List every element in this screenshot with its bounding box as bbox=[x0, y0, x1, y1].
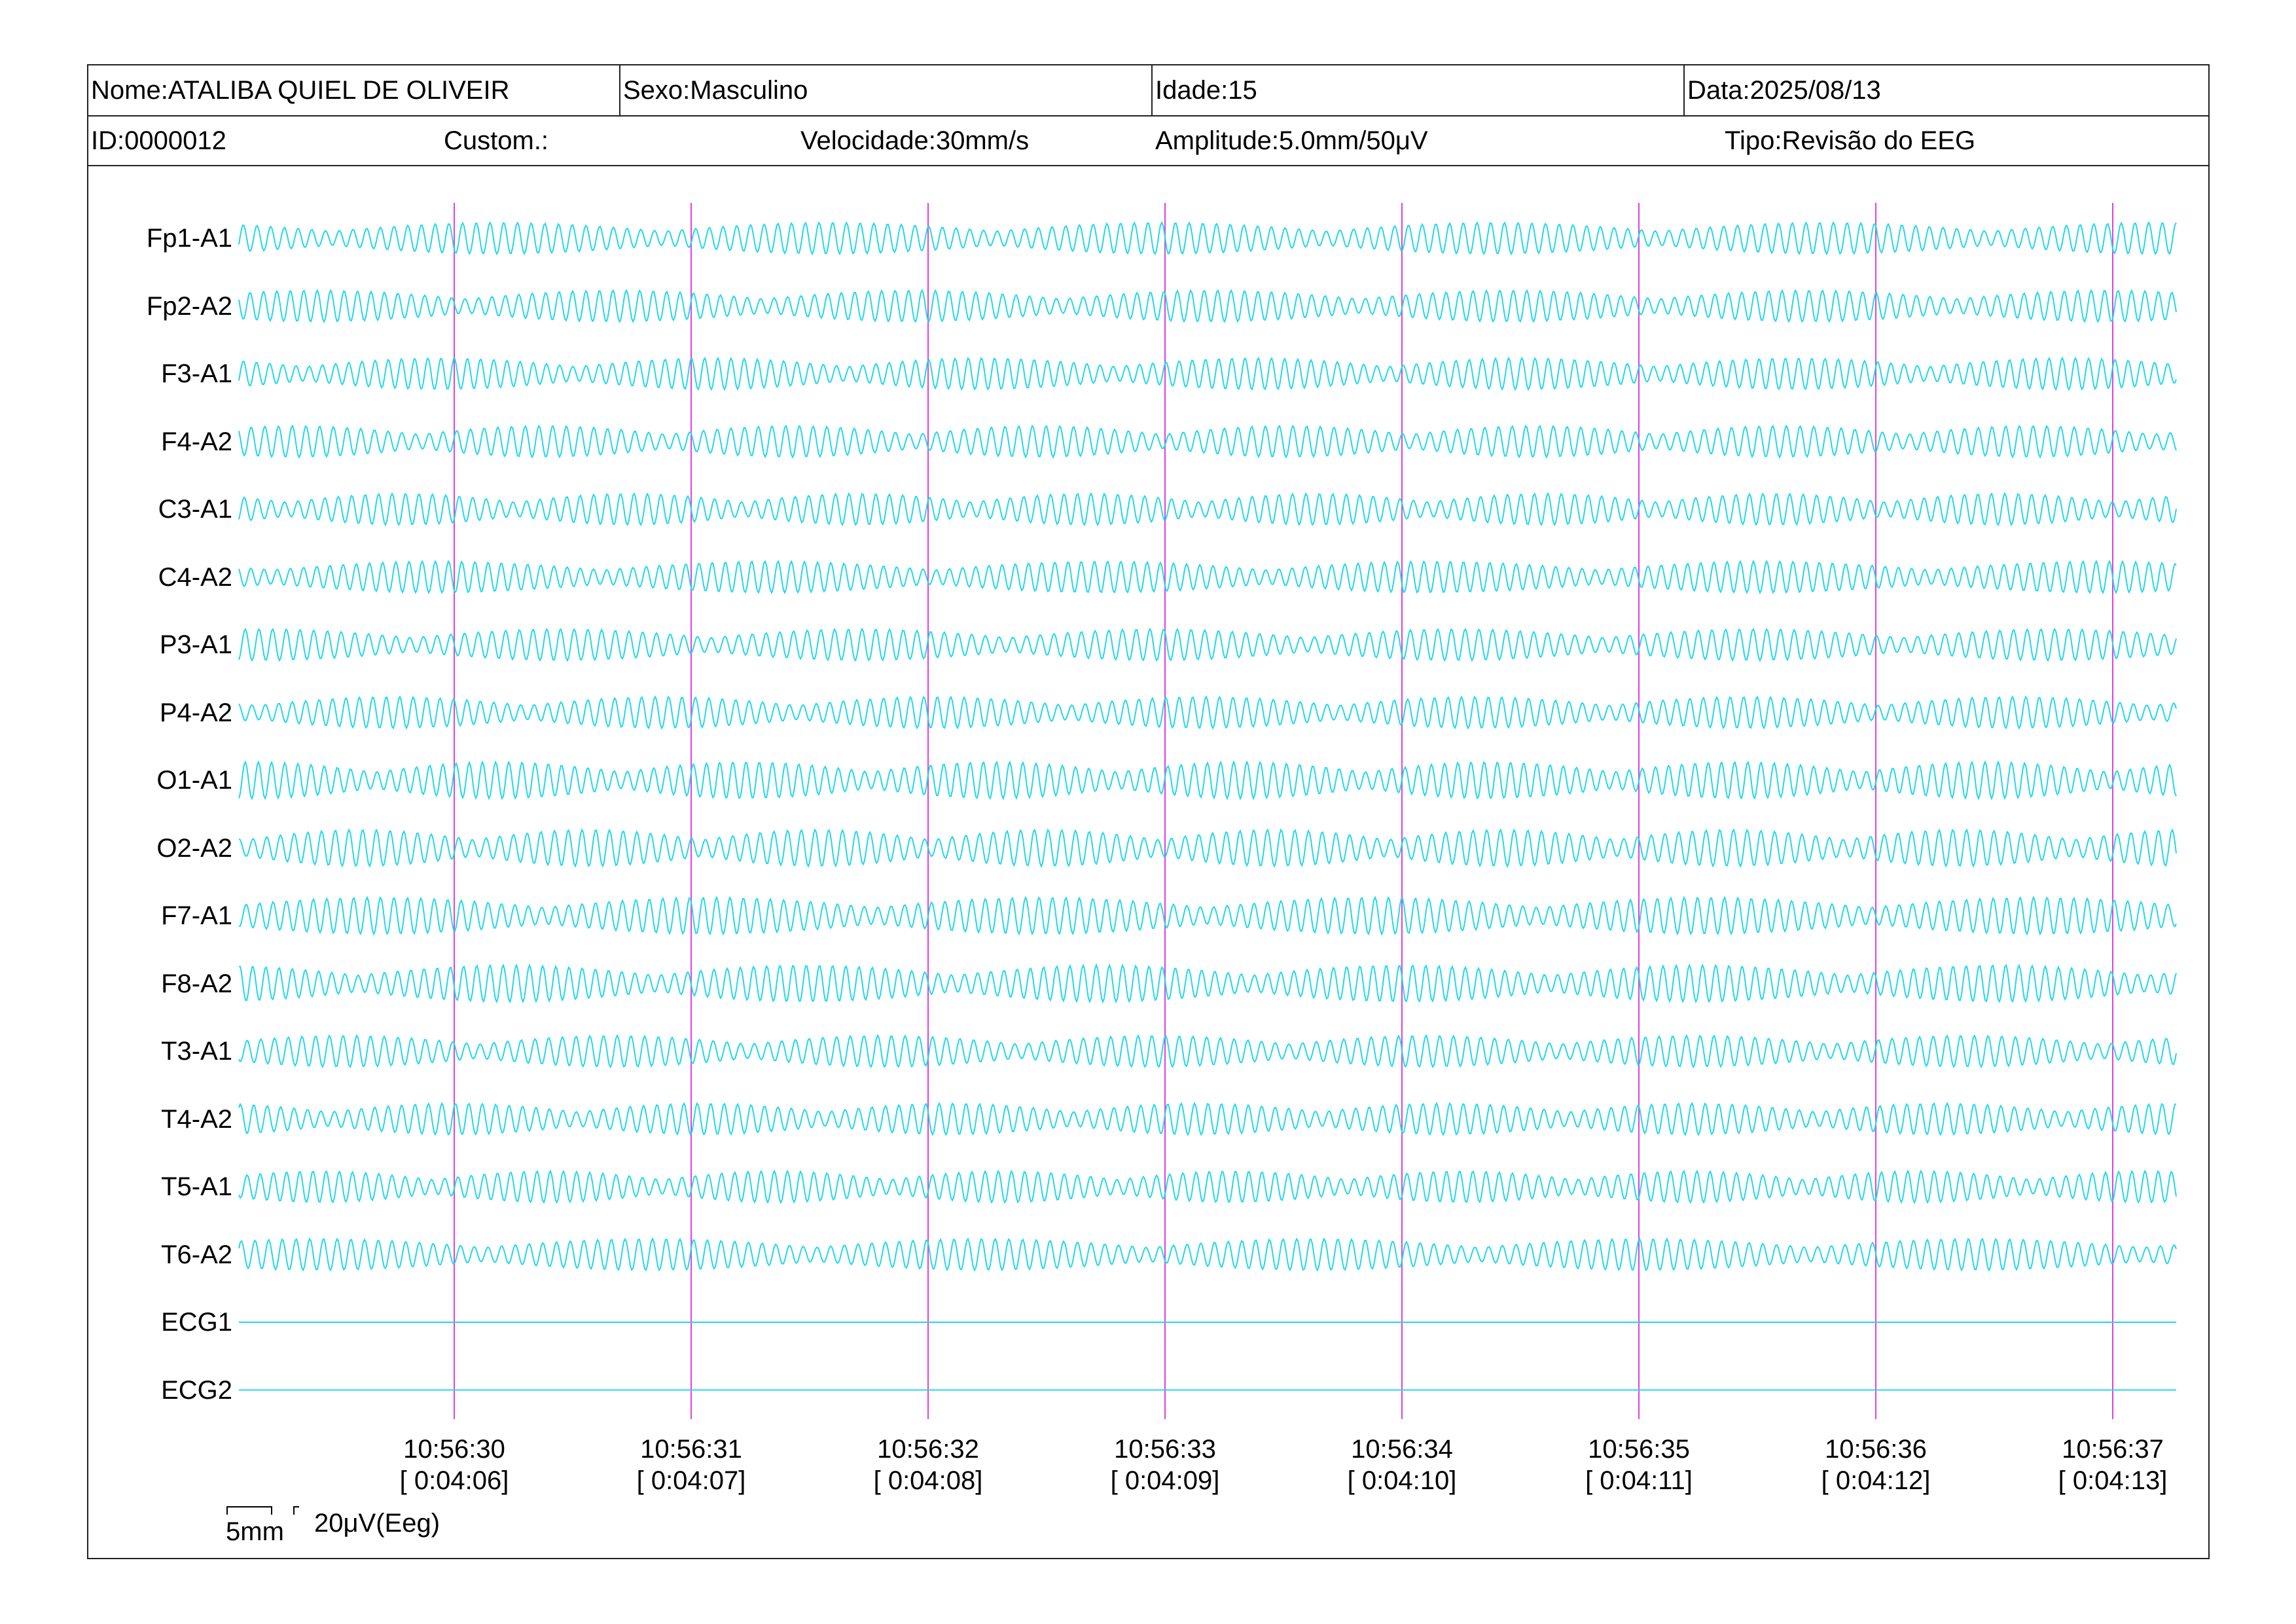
patient-age: Idade:15 bbox=[1153, 65, 1685, 115]
channel-label: T4-A2 bbox=[161, 1104, 232, 1134]
time-marker-clock: 10:56:32 bbox=[877, 1435, 979, 1464]
channel-label: C4-A2 bbox=[158, 562, 232, 592]
time-marker-elapsed: [ 0:04:07] bbox=[636, 1466, 746, 1495]
time-marker-clock: 10:56:37 bbox=[2062, 1435, 2164, 1464]
time-marker-clock: 10:56:33 bbox=[1114, 1435, 1216, 1464]
time-marker-elapsed: [ 0:04:12] bbox=[1821, 1466, 1931, 1495]
eeg-trace bbox=[239, 562, 2176, 593]
eeg-trace bbox=[239, 223, 2176, 254]
channel-label: O1-A1 bbox=[156, 766, 232, 795]
patient-id: ID:0000012 bbox=[91, 126, 226, 155]
channel-label: Fp2-A2 bbox=[146, 291, 232, 321]
eeg-trace bbox=[239, 897, 2176, 934]
paper-speed: Velocidade:30mm/s bbox=[800, 126, 1030, 155]
channel-label: T3-A1 bbox=[161, 1037, 232, 1066]
eeg-trace bbox=[239, 629, 2176, 660]
patient-name: Nome:ATALIBA QUIEL DE OLIVEIR bbox=[88, 65, 620, 115]
eeg-trace bbox=[239, 1171, 2176, 1202]
exam-date: Data:2025/08/13 bbox=[1687, 75, 1881, 105]
channel-label: F4-A2 bbox=[161, 427, 232, 456]
channel-label: F3-A1 bbox=[161, 359, 232, 388]
amplitude-setting: Amplitude:5.0mm/50μV bbox=[1155, 126, 1428, 155]
eeg-trace bbox=[239, 830, 2176, 867]
channel-label: F8-A2 bbox=[161, 969, 232, 998]
channel-label: C3-A1 bbox=[158, 495, 232, 524]
channel-label: ECG1 bbox=[161, 1308, 232, 1337]
eeg-trace bbox=[239, 762, 2176, 799]
channel-label: Fp1-A1 bbox=[146, 224, 232, 253]
time-marker-clock: 10:56:31 bbox=[640, 1435, 742, 1464]
time-marker-elapsed: [ 0:04:13] bbox=[2058, 1466, 2168, 1495]
eeg-trace bbox=[239, 291, 2176, 322]
eeg-trace bbox=[239, 358, 2176, 389]
channel-label: F7-A1 bbox=[161, 901, 232, 930]
time-marker-clock: 10:56:34 bbox=[1351, 1435, 1453, 1464]
channel-label: O2-A2 bbox=[156, 833, 232, 863]
channel-label: P4-A2 bbox=[159, 698, 232, 727]
channel-label: P3-A1 bbox=[159, 630, 232, 659]
scale-amplitude-label: 20μV(Eeg) bbox=[314, 1509, 440, 1538]
channel-label: ECG2 bbox=[161, 1375, 232, 1405]
scale-time-label: 5mm bbox=[226, 1517, 284, 1546]
custom-field: Custom.: bbox=[444, 126, 549, 155]
review-type: Tipo:Revisão do EEG bbox=[1725, 126, 1976, 155]
eeg-trace bbox=[239, 494, 2176, 525]
time-marker-elapsed: [ 0:04:10] bbox=[1347, 1466, 1457, 1495]
time-marker-elapsed: [ 0:04:06] bbox=[399, 1466, 509, 1495]
channel-label: T5-A1 bbox=[161, 1172, 232, 1201]
time-marker-elapsed: [ 0:04:09] bbox=[1110, 1466, 1220, 1495]
time-marker-elapsed: [ 0:04:11] bbox=[1585, 1466, 1693, 1495]
time-marker-clock: 10:56:30 bbox=[403, 1435, 505, 1464]
eeg-trace bbox=[239, 697, 2176, 729]
time-marker-clock: 10:56:35 bbox=[1588, 1435, 1690, 1464]
eeg-trace bbox=[239, 1104, 2176, 1135]
time-marker-elapsed: [ 0:04:08] bbox=[873, 1466, 983, 1495]
eeg-trace bbox=[239, 1239, 2176, 1271]
channel-label: T6-A2 bbox=[161, 1240, 232, 1269]
eeg-trace bbox=[239, 965, 2176, 1002]
eeg-trace bbox=[239, 1036, 2176, 1067]
patient-sex: Sexo:Masculino bbox=[620, 65, 1153, 115]
time-marker-clock: 10:56:36 bbox=[1825, 1435, 1927, 1464]
eeg-trace bbox=[239, 426, 2176, 458]
